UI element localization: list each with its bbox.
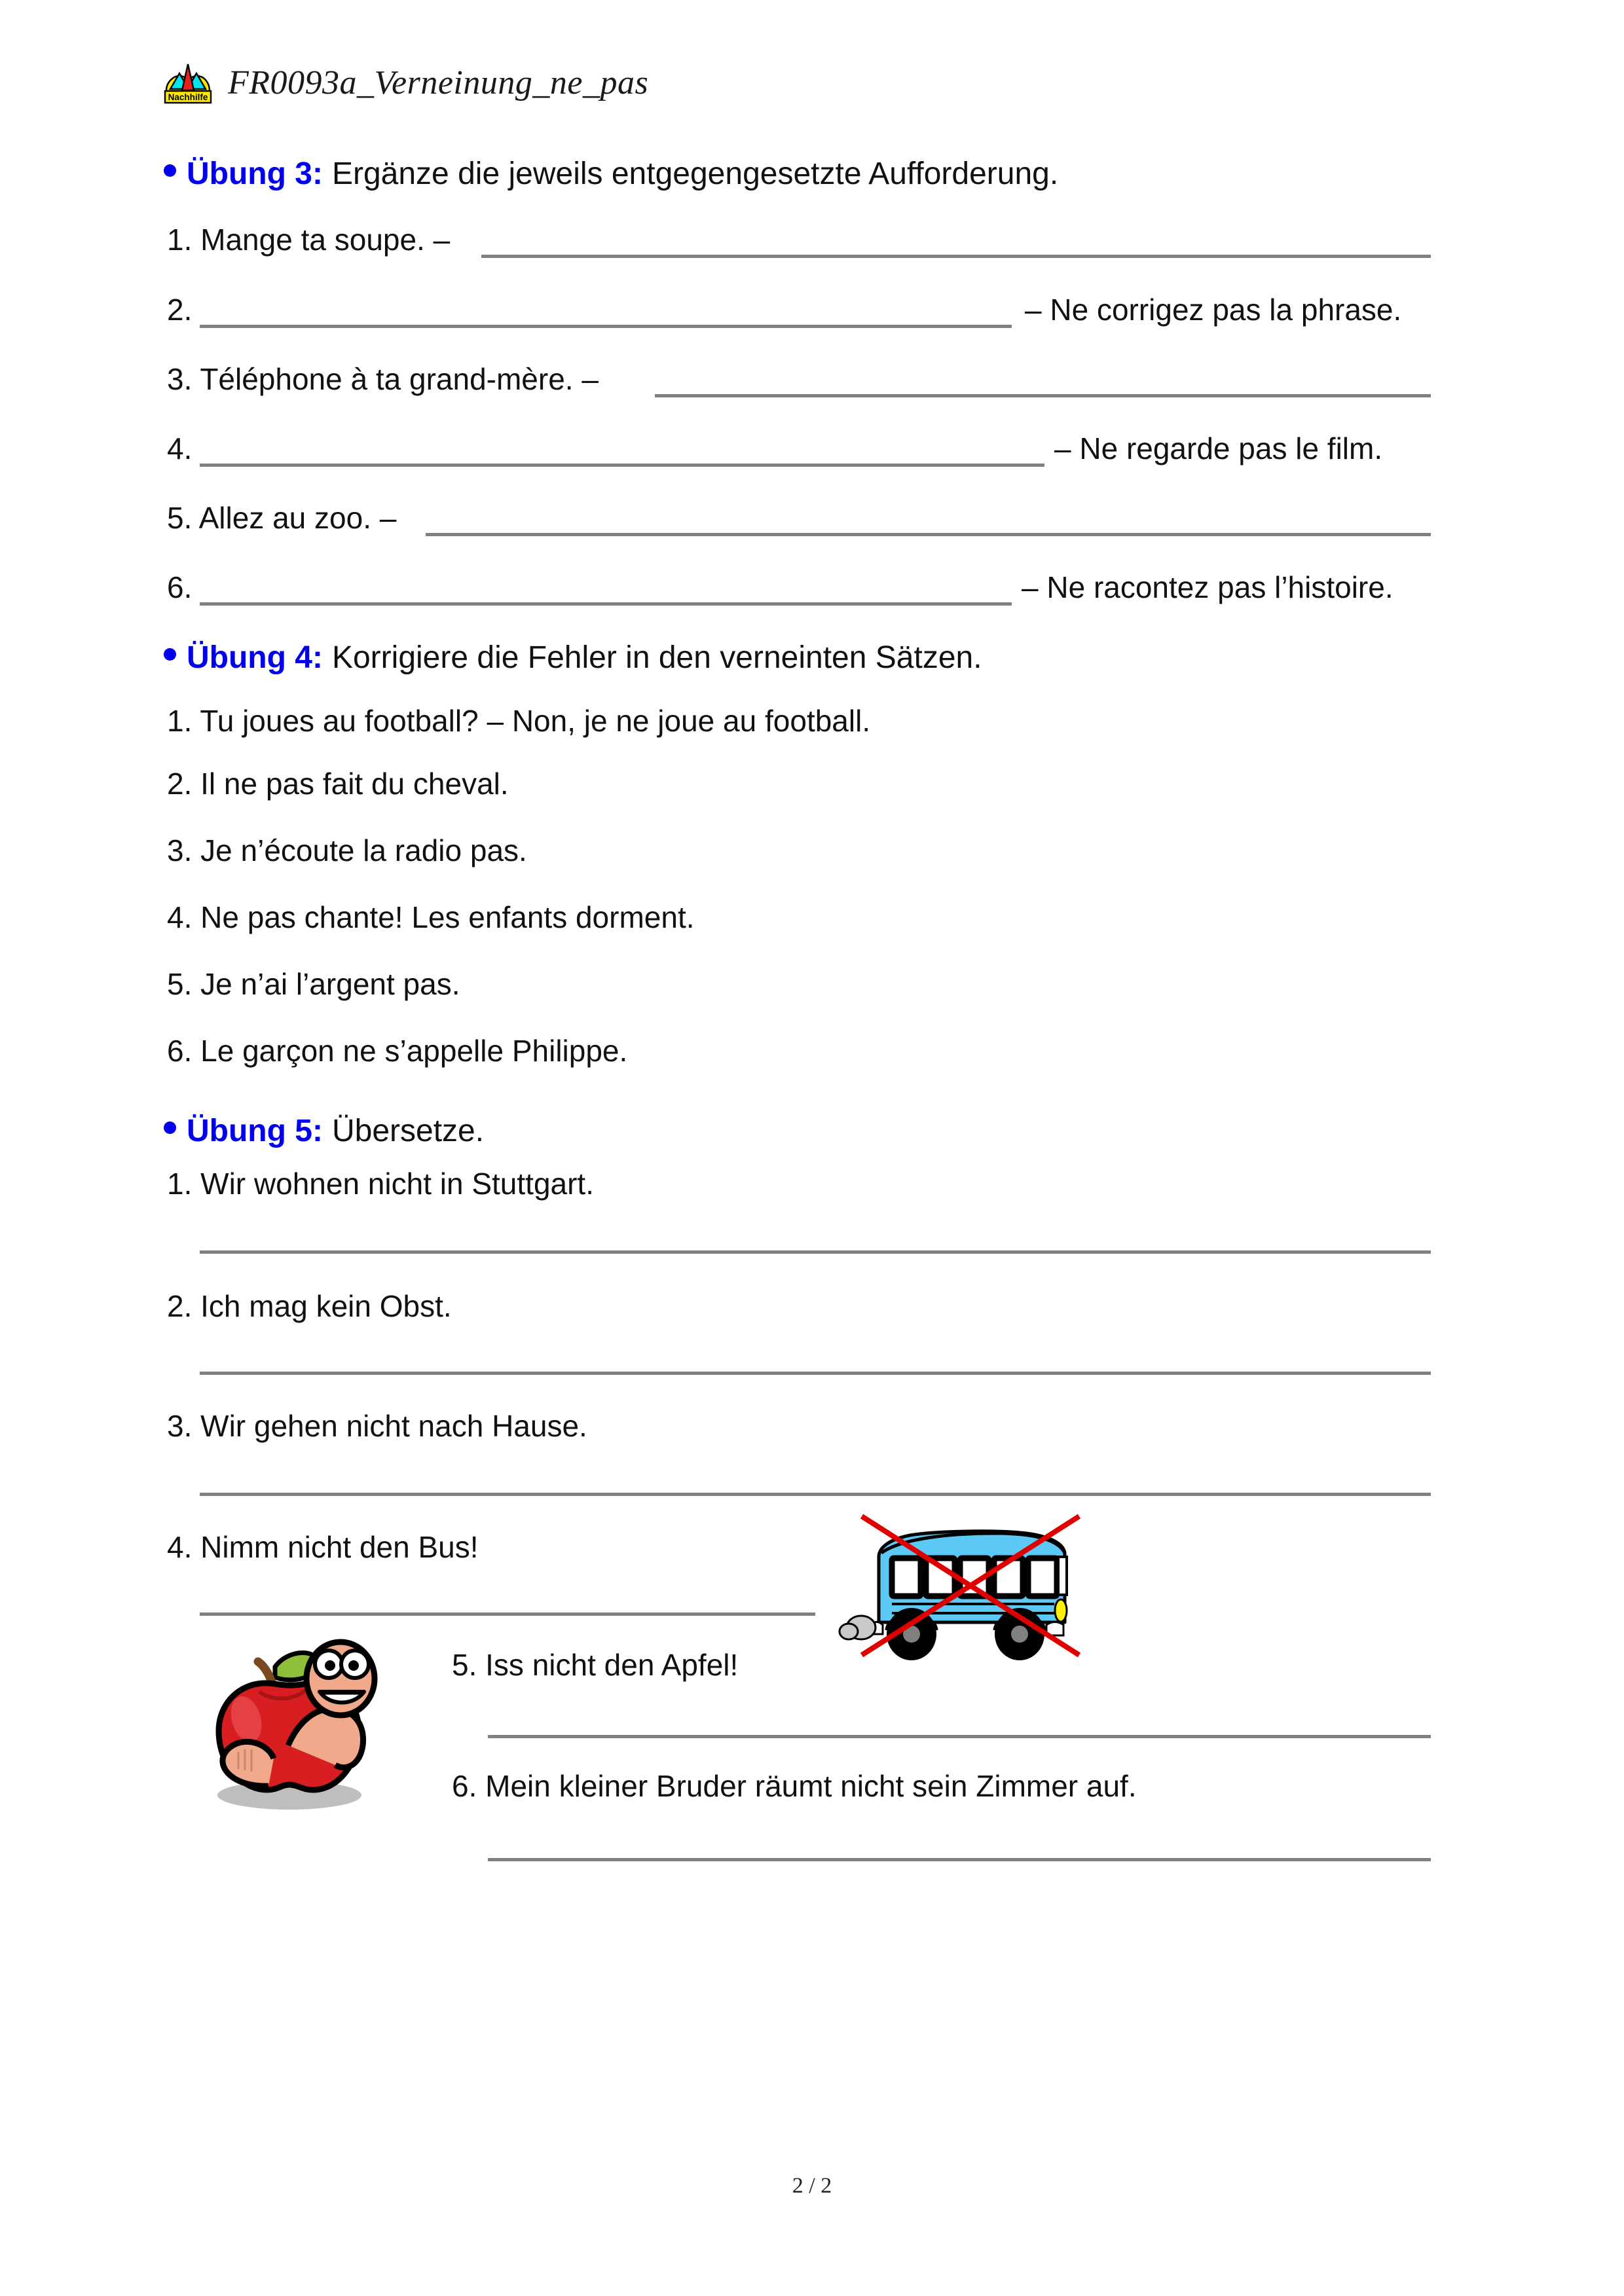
exercise3-item-2-number (167, 295, 192, 325)
item-text: Mein kleiner Bruder räumt nicht sein Zimmer auf. (485, 1769, 1137, 1803)
item-number: 3. (167, 833, 201, 867)
item-text: Wir wohnen nicht in Stuttgart. (200, 1167, 594, 1201)
item-text: – Ne corrigez pas la phrase. (1025, 293, 1402, 327)
exercise3-item-6-number (167, 572, 192, 602)
crossed-out-bus-icon (838, 1506, 1100, 1689)
item-text: Tu joues au football? – Non, je ne joue au football. (200, 704, 871, 738)
item-number: 1. (167, 704, 200, 738)
exercise3-answer-line-6[interactable] (200, 602, 1012, 606)
exercise3-answer-line-5[interactable] (426, 533, 1431, 536)
item-text: Le garçon ne s’appelle Philippe. (200, 1034, 628, 1068)
exercise5-answer-line-4[interactable] (200, 1613, 815, 1616)
exercise3-item-3 (167, 364, 599, 394)
item-number: 2. (167, 767, 201, 801)
exercise4-item-6 (167, 1036, 627, 1066)
exercise5-item-1 (167, 1169, 594, 1199)
exercise4-item-2 (167, 769, 509, 799)
exercise-label-3: Übung 3: (187, 156, 323, 191)
exercise5-answer-line-3[interactable] (200, 1493, 1431, 1496)
bullet-icon (164, 1121, 176, 1134)
item-number: 5. (452, 1648, 486, 1682)
exercise4-item-5 (167, 969, 460, 999)
exercise-heading-4 (164, 640, 982, 676)
exercise5-item-2 (167, 1291, 452, 1321)
exercise3-item-4-text (1054, 433, 1382, 464)
exercise4-item-4 (167, 902, 695, 932)
exercise5-item-6 (452, 1771, 1137, 1801)
item-number: 6. (452, 1769, 486, 1803)
apple-with-worm-icon (190, 1624, 386, 1813)
exercise-label-5: Übung 5: (187, 1114, 323, 1148)
document-title: FR0093a_Verneinung_ne_pas (228, 64, 649, 101)
svg-text:Nachhilfe: Nachhilfe (168, 92, 208, 102)
item-text: Je n’écoute la radio pas. (200, 833, 527, 867)
item-number: 2. (167, 1289, 201, 1323)
item-text: Je n’ai l’argent pas. (200, 967, 460, 1001)
exercise5-item-5 (452, 1650, 738, 1680)
item-number: 1. (167, 223, 201, 257)
item-number: 4. (167, 900, 201, 934)
item-number: 2. (167, 293, 193, 327)
exercise5-item-4 (167, 1532, 479, 1562)
item-text: – Ne racontez pas l’histoire. (1022, 570, 1393, 604)
exercise-instruction-4: Korrigiere die Fehler in den verneinten Sätzen. (331, 640, 982, 675)
exercise5-answer-line-1[interactable] (200, 1250, 1431, 1254)
item-number: 4. (167, 1530, 201, 1564)
exercise3-answer-line-4[interactable] (200, 464, 1044, 467)
item-number: 4. (167, 431, 193, 465)
item-number: 6. (167, 1034, 201, 1068)
exercise3-item-6-text (1022, 572, 1393, 602)
item-text: Iss nicht den Apfel! (485, 1648, 739, 1682)
exercise-label-4: Übung 4: (187, 640, 323, 675)
exercise3-answer-line-2[interactable] (200, 325, 1012, 328)
exercise5-item-3 (167, 1411, 587, 1441)
exercise-instruction-5: Übersetze. (331, 1114, 485, 1148)
item-number: 3. (167, 362, 200, 396)
exercise5-answer-line-5[interactable] (488, 1735, 1431, 1738)
exercise5-answer-line-6[interactable] (488, 1858, 1431, 1861)
item-number: 5. (167, 501, 199, 535)
nachhilfe-logo-icon (164, 60, 212, 105)
item-text: Nimm nicht den Bus! (200, 1530, 479, 1564)
exercise-instruction-3: Ergänze die jeweils entgegengesetzte Aufforderung. (331, 156, 1059, 191)
item-text: Téléphone à ta grand-mère. – (200, 362, 599, 396)
item-text: Ne pas chante! Les enfants dorment. (200, 900, 695, 934)
item-text: Mange ta soupe. – (200, 223, 451, 257)
exercise3-item-1 (167, 225, 450, 255)
exercise-heading-3 (164, 156, 1058, 192)
exercise3-item-5 (167, 503, 396, 533)
exercise3-item-4-number (167, 433, 192, 464)
item-text: Il ne pas fait du cheval. (200, 767, 509, 801)
exercise3-answer-line-1[interactable] (481, 255, 1431, 258)
exercise3-answer-line-3[interactable] (655, 394, 1431, 397)
exercise4-item-1 (167, 706, 870, 736)
exercise3-item-2-text (1025, 295, 1401, 325)
item-text: Ich mag kein Obst. (200, 1289, 452, 1323)
exercise4-item-3 (167, 835, 527, 866)
exercise5-answer-line-2[interactable] (200, 1372, 1431, 1375)
item-number: 5. (167, 967, 201, 1001)
item-text: Wir gehen nicht nach Hause. (200, 1409, 587, 1443)
page-header (164, 60, 648, 105)
page-number-footer: 2 / 2 (792, 2174, 832, 2198)
item-text: – Ne regarde pas le film. (1054, 431, 1383, 465)
exercise-heading-5 (164, 1113, 484, 1149)
item-number: 1. (167, 1167, 201, 1201)
bullet-icon (164, 164, 176, 177)
item-text: Allez au zoo. – (198, 501, 397, 535)
item-number: 6. (167, 570, 193, 604)
item-number: 3. (167, 1409, 201, 1443)
bullet-icon (164, 648, 176, 661)
